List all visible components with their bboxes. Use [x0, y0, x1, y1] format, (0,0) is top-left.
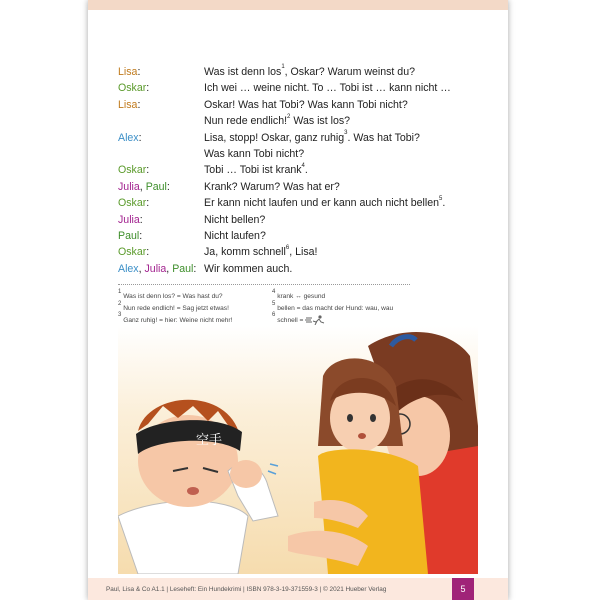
dialog-line [118, 162, 498, 178]
speaker: Julia, Paul: [118, 180, 170, 193]
speaker-name: , [139, 180, 146, 193]
line-text: Nicht bellen? [204, 213, 266, 226]
dialog-line [118, 146, 498, 162]
speaker-name: Julia [144, 262, 167, 275]
dialog-line [118, 244, 498, 260]
speaker: Alex: [118, 131, 142, 144]
dialog-line [118, 228, 498, 244]
speaker-name: Paul [172, 262, 194, 275]
line-text: Nun rede endlich!$^2$ Was ist los? [204, 113, 351, 128]
footnote: $^1$ Was ist denn los? = Was hast du? [118, 288, 223, 300]
headband-glyphs: 空手 [196, 433, 223, 448]
dialog-line [118, 113, 498, 129]
line-text: Er kann nicht laufen und er kann auch nicht bellen$^5$. [204, 195, 446, 210]
line-text: Was ist denn los$^1$, Oskar? Warum weinst du? [204, 64, 415, 78]
line-text: Lisa, stopp! Oskar, ganz ruhig$^3$. Was hat Tobi? [204, 130, 420, 144]
speaker-name: Oskar [118, 246, 147, 259]
dialog-line [118, 212, 498, 228]
footnote: $^5$ bellen = das macht der Hund: wau, wau [272, 300, 394, 312]
dialog-line [118, 64, 498, 80]
speaker: Julia: [118, 213, 143, 226]
dialog-line [118, 261, 498, 277]
footnote: $^6$ schnell = [272, 315, 393, 327]
speaker: Lisa: [118, 66, 141, 78]
footnote: $^3$ Ganz ruhig! = hier: Weine nicht mehr! [118, 312, 233, 324]
speaker-name: Julia [118, 180, 140, 193]
speaker: Oskar: [118, 246, 150, 259]
footnote-separator [118, 284, 410, 285]
illustration-children [118, 306, 478, 574]
speaker-name: , [166, 262, 173, 275]
speaker: Paul: [118, 229, 143, 242]
speaker: Lisa: [118, 98, 141, 111]
speaker-name: Alex [118, 131, 139, 144]
line-text: Was kann Tobi nicht? [204, 147, 305, 160]
speaker-name: Lisa [118, 66, 138, 78]
speaker: Oskar: [118, 164, 150, 177]
line-text: Nicht laufen? [204, 229, 266, 242]
speaker: Alex, Julia, Paul: [118, 262, 197, 275]
dialog-line [118, 80, 498, 96]
speaker-name: Oskar [118, 197, 147, 210]
dialog-line [118, 130, 498, 146]
page-number-badge: 5 [452, 578, 474, 600]
footnote: $^2$ Nun rede endlich! = Sag jetzt etwas! [118, 300, 229, 312]
dialog-line [118, 97, 498, 113]
speaker-name: Paul [145, 180, 167, 193]
speaker-name: Alex [118, 262, 139, 275]
speaker-name: Paul [118, 229, 140, 242]
speaker-name: , [138, 262, 145, 275]
dialog-line [118, 179, 498, 195]
speaker-name: Oskar [118, 164, 147, 177]
line-text: Oskar! Was hat Tobi? Was kann Tobi nicht? [204, 98, 408, 111]
speaker-name: Oskar [118, 82, 147, 95]
speaker: Oskar: [118, 82, 150, 95]
book-page [88, 0, 508, 600]
line-text: Ja, komm schnell$^6$, Lisa! [204, 244, 318, 259]
top-color-band [88, 0, 508, 10]
dialog-line [118, 195, 498, 211]
line-text: Krank? Warum? Was hat er? [204, 180, 340, 193]
line-text: Ich wei … weine nicht. To … Tobi ist … kann nicht … [204, 82, 451, 95]
dialog-block [118, 64, 498, 277]
footer-text: Paul, Lisa & Co A1.1 | Leseheft: Ein Hundekrimi | ISBN 978-3-19-371559-3 | © 2021 Hueber Verlag [106, 586, 387, 593]
speaker: Oskar: [118, 197, 150, 210]
speaker-name: Julia [118, 213, 140, 226]
speaker-name: Lisa [118, 98, 138, 111]
line-text: Wir kommen auch. [204, 262, 293, 275]
line-text: Tobi … Tobi ist krank$^4$. [204, 162, 308, 177]
footnote: $^4$ krank ↔ gesund [272, 288, 326, 300]
